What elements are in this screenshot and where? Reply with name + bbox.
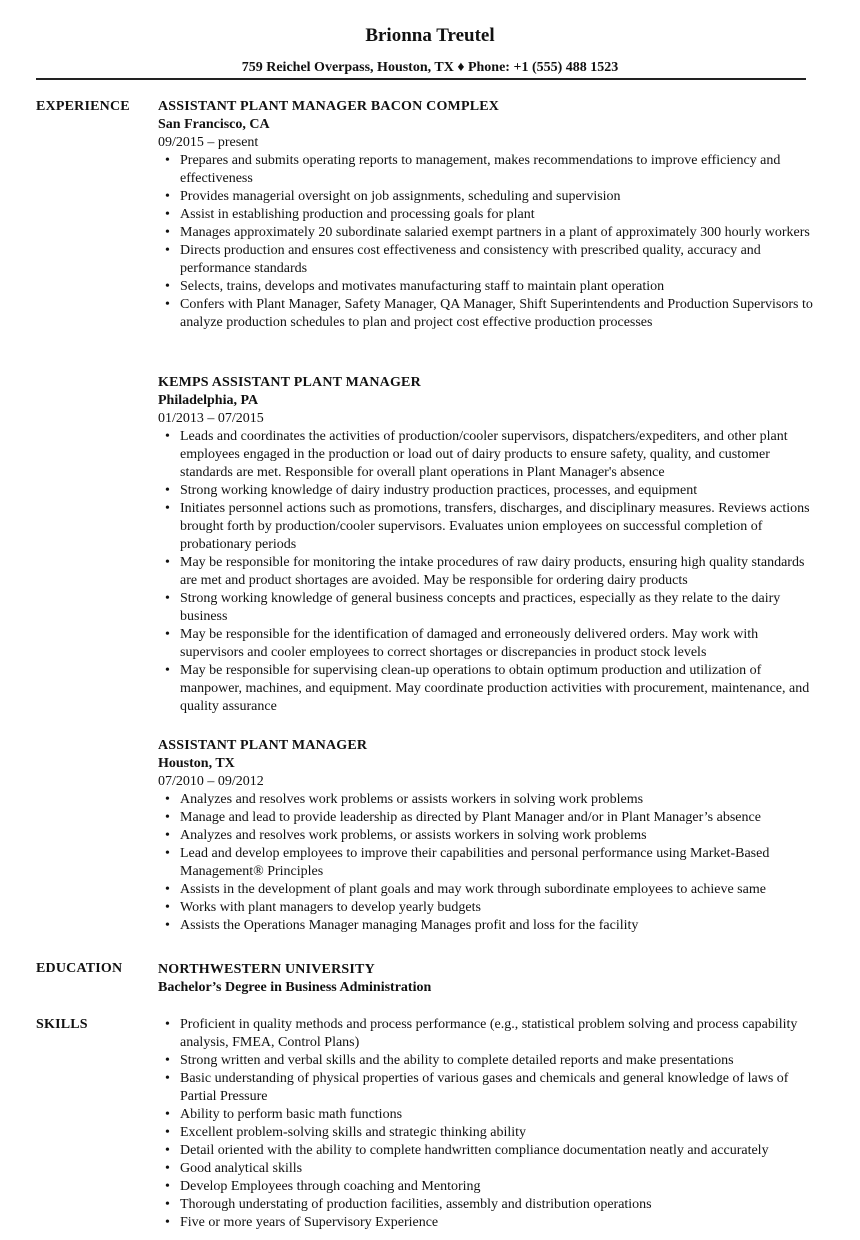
list-item: • Provides managerial oversight on job assignments, scheduling and supervision [180,188,818,206]
job-title: KEMPS ASSISTANT PLANT MANAGER [158,375,421,390]
list-item: • Detail oriented with the ability to complete handwritten compliance documentation neatly and accurately [180,1142,818,1160]
list-item: • Manage and lead to provide leadership as directed by Plant Manager and/or in Plant Manager’s absence [180,809,818,827]
list-item: • Five or more years of Supervisory Experience [180,1214,818,1232]
job-location: Philadelphia, PA [158,393,259,408]
list-item: • Prepares and submits operating reports to management, makes recommendations to improve efficiency and effectiveness [180,152,818,188]
list-item: • Strong written and verbal skills and the ability to complete detailed reports and make presentations [180,1052,818,1070]
list-item: • Works with plant managers to develop yearly budgets [180,899,818,917]
list-item: • Assists in the development of plant goals and may work through subordinate employees to achieve same [180,881,818,899]
skills-heading: SKILLS [36,1017,88,1032]
list-item: • Initiates personnel actions such as promotions, transfers, discharges, and disciplinary measures. Reviews actions brought forth by production/cooler supervisors. Evaluates union employees on successful completion of probationary periods [180,500,818,554]
candidate-name: Brionna Treutel [365,25,495,46]
list-item: • May be responsible for monitoring the intake procedures of raw dairy products, ensuring high quality standards are met and product shortages are avoided. May be responsible for ordering dairy products [180,554,818,590]
list-item: • Strong working knowledge of dairy industry production practices, processes, and equipment [180,482,818,500]
degree: Bachelor’s Degree in Business Administration [158,980,432,995]
job-duties-list [158,791,818,935]
job-entry [158,374,818,716]
job-dates: 07/2010 – 09/2012 [158,774,264,789]
list-item: • May be responsible for the identification of damaged and erroneously delivered orders. May work with supervisors and cooler employees to correct shortages or discrepancies in product stock levels [180,626,818,662]
list-item: • Thorough understating of production facilities, assembly and distribution operations [180,1196,818,1214]
list-item: • Strong working knowledge of general business concepts and practices, especially as they relate to the dairy business [180,590,818,626]
list-item: • Selects, trains, develops and motivates manufacturing staff to maintain plant operation [180,278,818,296]
job-location: San Francisco, CA [158,117,270,132]
skills-list [158,1016,818,1232]
header-divider [36,78,806,80]
job-title: ASSISTANT PLANT MANAGER [158,738,368,753]
list-item: • Leads and coordinates the activities of production/cooler supervisors, dispatchers/expediters, and other plant employees engaged in the production or load out of dairy products to ensure safety, quality, and customer standards are met. Responsible for overall plant operations in Plant Manager's absence [180,428,818,482]
list-item: • Basic understanding of physical properties of various gases and chemicals and general knowledge of laws of Partial Pressure [180,1070,818,1106]
list-item: • Excellent problem-solving skills and strategic thinking ability [180,1124,818,1142]
job-duties-list [158,428,818,716]
job-location: Houston, TX [158,756,235,771]
skills-entry [158,1016,818,1232]
list-item: • Analyzes and resolves work problems or assists workers in solving work problems [180,791,818,809]
list-item: • Develop Employees through coaching and Mentoring [180,1178,818,1196]
list-item: • Lead and develop employees to improve their capabilities and personal performance using Market-Based Management® Principles [180,845,818,881]
job-dates: 09/2015 – present [158,135,259,150]
education-entry [158,961,818,997]
list-item: • May be responsible for supervising clean-up operations to obtain optimum production and utilization of manpower, machines, and equipment. May coordinate production activities with procurement, maintenance, and quality assurance [180,662,818,716]
job-duties-list [158,152,818,332]
job-entry [158,737,818,935]
list-item: • Assist in establishing production and processing goals for plant [180,206,818,224]
list-item: • Proficient in quality methods and process performance (e.g., statistical problem solving and process capability analysis, FMEA, Control Plans) [180,1016,818,1052]
experience-heading: EXPERIENCE [36,99,130,114]
list-item: • Good analytical skills [180,1160,818,1178]
list-item: • Assists the Operations Manager managing Manages profit and loss for the facility [180,917,818,935]
list-item: • Manages approximately 20 subordinate salaried exempt partners in a plant of approximately 300 hourly workers [180,224,818,242]
list-item: • Analyzes and resolves work problems, or assists workers in solving work problems [180,827,818,845]
job-title: ASSISTANT PLANT MANAGER BACON COMPLEX [158,99,500,114]
school-name: NORTHWESTERN UNIVERSITY [158,962,375,977]
list-item: • Ability to perform basic math functions [180,1106,818,1124]
education-heading: EDUCATION [36,961,123,976]
list-item: • Directs production and ensures cost effectiveness and consistency with prescribed quality, accuracy and performance standards [180,242,818,278]
job-dates: 01/2013 – 07/2015 [158,411,264,426]
list-item: • Confers with Plant Manager, Safety Manager, QA Manager, Shift Superintendents and Production Supervisors to analyze production schedules to plan and project cost effective production processes [180,296,818,332]
contact-line: 759 Reichel Overpass, Houston, TX ♦ Phone: +1 (555) 488 1523 [241,60,619,75]
job-entry [158,98,818,332]
